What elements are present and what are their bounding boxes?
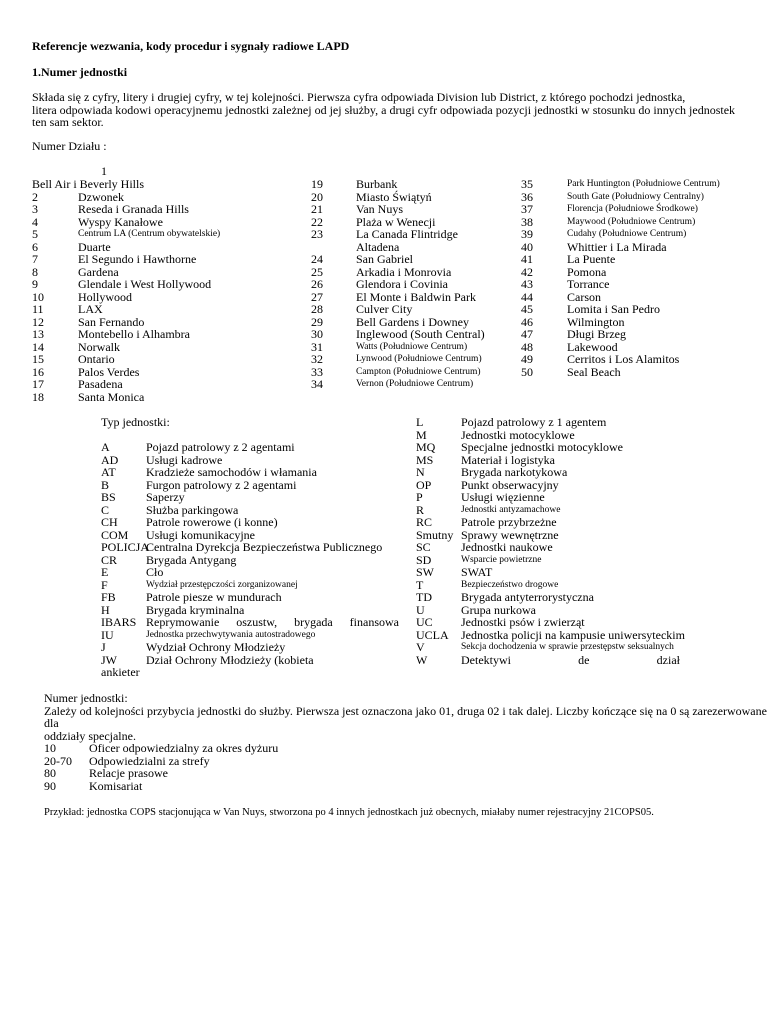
unit-number-section (44, 692, 768, 742)
division-number: 48 (521, 339, 533, 354)
unit-description: Brygada narkotykowa (461, 465, 568, 479)
division-number: 17 (32, 377, 44, 391)
unit-code: CH (101, 515, 118, 529)
unit-code: IU (101, 627, 114, 642)
division-row (311, 178, 511, 191)
division-number: 12 (32, 314, 44, 329)
unit-description: Patrole przybrzeżne (461, 515, 557, 529)
unit-code: C (101, 502, 110, 517)
division-number: 11 (32, 302, 44, 316)
special-number: 10 (44, 741, 56, 755)
division-number: 26 (311, 277, 323, 291)
division-number: 18 (32, 389, 44, 404)
unit-code: N (416, 465, 425, 479)
special-number-row (44, 780, 344, 793)
division-number: 38 (521, 214, 533, 229)
document-title: Referencje wezwania, kody procedur i sygnały radiowe LAPD (32, 39, 350, 53)
division-name: Inglewood (South Central) (356, 327, 485, 341)
unit-description: Punkt obserwacyjny (461, 477, 559, 492)
division-row (32, 203, 302, 216)
division-number: 4 (32, 214, 38, 229)
unit-code: H (101, 602, 110, 617)
division-row (311, 353, 511, 366)
unit-type-row (101, 491, 399, 504)
unit-type-row (416, 566, 680, 579)
division-row (311, 203, 511, 216)
unit-description: Usługi kadrowe (146, 452, 223, 467)
division-row (521, 316, 741, 329)
division-name: Culver City (356, 302, 413, 316)
unit-type-row (101, 566, 399, 579)
division-name: Park Huntington (Południowe Centrum) (567, 179, 720, 189)
division-row (521, 178, 741, 191)
unit-type-row (416, 441, 680, 454)
division-name: Glendale i West Hollywood (78, 277, 212, 291)
division-number: 40 (521, 239, 533, 254)
unit-description: Centralna Dyrekcja Bezpieczeństwa Publicznego (146, 540, 383, 554)
unit-type-row (101, 516, 399, 529)
division-number: 23 (311, 227, 323, 241)
unit-code: P (416, 490, 423, 504)
unit-code: R (416, 502, 425, 517)
division-number: 6 (32, 239, 38, 254)
division-name: Centrum LA (Centrum obywatelskie) (78, 229, 221, 239)
unit-description: Jednostka przechwytywania autostradowego (146, 629, 316, 640)
unit-code: UC (416, 615, 433, 629)
unit-description: Detektywi de dział (461, 652, 680, 667)
unit-type-row (101, 441, 399, 454)
division-number: 28 (311, 302, 323, 316)
division-number: 19 (311, 177, 323, 191)
intro-line: ten sam sektor. (32, 115, 104, 129)
division-name: Bell Air i Beverly Hills (32, 177, 144, 191)
section-heading: 1.Numer jednostki (32, 65, 128, 79)
divisions-column-2 (311, 178, 511, 391)
division-number: 47 (521, 327, 533, 341)
unit-code: L (416, 415, 424, 429)
special-numbers (44, 742, 344, 792)
unit-description: Usługi więzienne (461, 490, 545, 504)
division-row (32, 228, 302, 241)
unit-code: UCLA (416, 627, 449, 642)
division-name: Plaża w Wenecji (356, 214, 436, 229)
unit-types-label: Typ jednostki: (101, 415, 170, 429)
division-number: 22 (311, 214, 323, 229)
unit-code: TD (416, 590, 432, 604)
unit-type-row (416, 641, 680, 654)
division-name: Lakewood (567, 339, 618, 354)
unit-code: AD (101, 452, 119, 467)
unit-code: RC (416, 515, 433, 529)
division-row (311, 191, 511, 204)
unit-description: Jednostka policji na kampusie uniwersyteckim (461, 627, 685, 642)
division-name: Maywood (Południowe Centrum) (567, 216, 696, 227)
division-row (521, 216, 741, 229)
division-name: Torrance (567, 277, 610, 291)
unit-code: COM (101, 527, 129, 542)
unit-code: M (416, 427, 427, 442)
unit-type-row (416, 541, 680, 554)
division-name: Burbank (356, 177, 398, 191)
unit-description: Jednostki naukowe (461, 540, 553, 554)
division-name: San Gabriel (356, 252, 413, 266)
division-row (311, 253, 511, 266)
unit-description: Bezpieczeństwo drogowe (461, 579, 559, 590)
division-name: Pasadena (78, 377, 123, 391)
unit-description: Jednostki antyzamachowe (461, 504, 561, 515)
division-name: Florencja (Południowe Środkowe) (567, 204, 698, 214)
unit-description: Jednostki psów i zwierząt (461, 615, 585, 629)
unit-description: Grupa nurkowa (461, 602, 536, 617)
division-number: 2 (32, 189, 38, 204)
division-name: Wyspy Kanałowe (78, 214, 163, 229)
division-number: 33 (311, 364, 323, 379)
unit-type-row (416, 616, 680, 629)
unit-code: BS (101, 490, 116, 504)
division-number: 46 (521, 314, 533, 329)
unit-type-row (416, 627, 685, 642)
unit-type-row (101, 654, 399, 667)
division-row (32, 291, 302, 304)
division-number: 3 (32, 202, 38, 216)
division-name: Seal Beach (567, 364, 621, 379)
division-number: 42 (521, 264, 533, 279)
division-name: Pomona (567, 264, 607, 279)
division-name: South Gate (Południowy Centralny) (567, 191, 704, 202)
divisions-column-1 (32, 178, 302, 403)
unit-code: FB (101, 590, 116, 604)
unit-type-row (416, 479, 680, 492)
unit-code: A (101, 440, 110, 454)
unit-number-line: oddziały specjalne. (44, 728, 136, 743)
division-name: El Monte i Baldwin Park (356, 289, 476, 304)
unit-code: OP (416, 477, 432, 492)
unit-description: Sprawy wewnętrzne (461, 527, 559, 542)
division-name: Whittier i La Mirada (567, 239, 667, 254)
division-name: Ontario (78, 352, 115, 366)
division-name: La Puente (567, 252, 616, 266)
special-number-desc: Oficer odpowiedzialny za okres dyżuru (89, 741, 279, 755)
division-number: 25 (311, 264, 323, 279)
division-name: Glendora i Covinia (356, 277, 448, 291)
unit-description: Wsparcie powietrzne (461, 554, 542, 565)
division-name: Campton (Południowe Centrum) (356, 366, 481, 377)
division-number: 20 (311, 189, 323, 204)
unit-code: IBARS (101, 615, 137, 629)
unit-code: Smutny (416, 527, 454, 542)
unit-types-right (416, 415, 685, 667)
unit-description: Brygada antyterrorystyczna (461, 590, 594, 604)
unit-type-row (101, 466, 399, 479)
special-number: 80 (44, 766, 56, 780)
division-first-number: 1 (101, 164, 107, 178)
unit-description: Dział Ochrony Młodzieży (kobieta (146, 652, 314, 667)
division-number: 43 (521, 277, 533, 291)
unit-description: Kradzieże samochodów i włamania (146, 465, 317, 479)
division-row (32, 366, 302, 379)
division-number: 29 (311, 314, 323, 329)
division-name: Montebello i Alhambra (78, 327, 190, 341)
division-number: 9 (32, 277, 38, 291)
division-number: 34 (311, 377, 323, 391)
unit-code: SD (416, 552, 432, 567)
unit-description: Wydział Ochrony Młodzieży (146, 640, 286, 654)
unit-code: MS (416, 452, 434, 467)
unit-description: Sekcja dochodzenia w sprawie przestępstw seksualnych (461, 642, 674, 652)
unit-type-row (416, 491, 680, 504)
unit-type-row (416, 416, 680, 429)
division-row (311, 378, 511, 391)
division-row (521, 328, 741, 341)
division-number: 30 (311, 327, 323, 341)
unit-description: Specjalne jednostki motocyklowe (461, 440, 623, 454)
special-number-row (44, 742, 344, 755)
division-row (32, 178, 302, 191)
division-name: El Segundo i Hawthorne (78, 252, 197, 266)
division-name: San Fernando (78, 314, 145, 329)
division-row (521, 241, 741, 254)
division-row (32, 278, 302, 291)
division-number: 37 (521, 202, 533, 216)
example-text: Przykład: jednostka COPS stacjonująca w Van Nuys, stworzona po 4 innych jednostkach już obecnych, miałaby numer rejestracyjny 21COPS05. (44, 807, 654, 818)
division-number: 41 (521, 252, 533, 266)
unit-code: W (416, 652, 428, 667)
division-number: 24 (311, 252, 323, 266)
division-name: Van Nuys (356, 202, 403, 216)
division-name: Cerritos i Los Alamitos (567, 352, 680, 366)
division-number: 31 (311, 339, 323, 354)
special-number-row (44, 767, 344, 780)
division-number: 16 (32, 364, 44, 379)
special-number-desc: Relacje prasowe (89, 766, 168, 780)
unit-type-row (101, 641, 399, 654)
division-row (521, 366, 741, 379)
unit-type-row (416, 654, 680, 667)
special-number: 90 (44, 778, 56, 793)
unit-description: SWAT (461, 565, 493, 579)
unit-description: Patrole rowerowe (i konne) (146, 515, 278, 529)
division-row (311, 341, 511, 354)
unit-description: Reprymowanie oszustw, brygada finansowa (146, 615, 399, 629)
unit-description: Wydział przestępczości zorganizowanej (146, 579, 298, 590)
division-number: 13 (32, 327, 44, 341)
unit-description: Brygada Antygang (146, 552, 237, 567)
intro-line: Składa się z cyfry, litery i drugiej cyfry, w tej kolejności. Pierwsza cyfra odpowiada Division lub District, z którego pochodzi jednostka, (32, 90, 686, 104)
unit-description: Patrole piesze w mundurach (146, 590, 282, 604)
division-name: Gardena (78, 264, 119, 279)
division-row (311, 328, 511, 341)
division-number: 5 (32, 227, 38, 241)
unit-code: V (416, 640, 425, 654)
division-name: Vernon (Południowe Centrum) (356, 379, 474, 389)
division-number: 44 (521, 289, 533, 304)
division-row (32, 378, 302, 391)
division-row (521, 191, 741, 204)
division-row (521, 353, 741, 366)
unit-code: U (416, 602, 425, 617)
unit-description: Materiał i logistyka (461, 452, 555, 467)
division-row (32, 391, 302, 404)
division-number: 32 (311, 352, 323, 366)
unit-code: POLICJA (101, 540, 150, 554)
division-row (32, 328, 302, 341)
division-number: 39 (521, 227, 533, 241)
division-number: 27 (311, 289, 323, 304)
unit-description: Cło (146, 565, 164, 579)
unit-code: SW (416, 565, 434, 579)
unit-type-row (416, 466, 680, 479)
unit-description: Jednostki motocyklowe (461, 427, 575, 442)
unit-type-row (416, 591, 680, 604)
division-name: Norwalk (78, 339, 120, 354)
division-name: Bell Gardens i Downey (356, 314, 469, 329)
division-number: 49 (521, 352, 533, 366)
unit-description: Pojazd patrolowy z 2 agentami (146, 440, 295, 454)
division-name: Palos Verdes (78, 364, 140, 379)
division-name: Hollywood (78, 289, 132, 304)
division-number: 50 (521, 364, 533, 379)
division-row (311, 303, 511, 316)
division-name: Miasto Świątyń (356, 189, 432, 204)
division-name: Lynwood (Południowe Centrum) (356, 354, 482, 364)
division-row (311, 366, 511, 379)
division-row (32, 303, 302, 316)
division-name: Reseda i Granada Hills (78, 202, 189, 216)
divisions-column-3 (521, 178, 741, 378)
special-number: 20-70 (44, 753, 72, 768)
unit-code: CR (101, 552, 118, 567)
division-number: 8 (32, 264, 38, 279)
unit-number-line: Zależy od kolejności przybycia jednostki do służby. Pierwsza jest oznaczona jako 01, druga 02 i tak dalej. Liczby kończące się na 0 są zarezerwowane dla (44, 703, 767, 730)
division-name: Wilmington (567, 314, 625, 329)
unit-description: Saperzy (146, 490, 185, 504)
division-number: 21 (311, 202, 323, 216)
unit-code: F (101, 577, 108, 592)
division-name: Watts (Południowe Centrum) (356, 341, 468, 352)
unit-code: MQ (416, 440, 436, 454)
division-row (521, 203, 741, 216)
division-name: La Canada Flintridge (356, 227, 458, 241)
division-row (521, 278, 741, 291)
division-name: Altadena (356, 239, 400, 254)
unit-code: JW (101, 652, 117, 667)
unit-code: SC (416, 540, 431, 554)
unit-type-row (416, 516, 680, 529)
unit-code: E (101, 565, 109, 579)
unit-type-row (416, 554, 680, 567)
unit-types-left (101, 441, 399, 666)
division-number: 35 (521, 177, 533, 191)
division-name: Duarte (78, 239, 111, 254)
division-name: Cudahy (Południowe Centrum) (567, 229, 687, 239)
division-name: Dzwonek (78, 189, 124, 204)
division-number: 36 (521, 189, 533, 204)
division-name: Arkadia i Monrovia (356, 264, 452, 279)
intro-paragraph (32, 91, 735, 129)
division-row (311, 228, 511, 241)
division-name: Lomita i San Pedro (567, 302, 660, 316)
division-row (32, 253, 302, 266)
unit-code: T (416, 577, 424, 592)
unit-description: Służba parkingowa (146, 502, 239, 517)
unit-type-row (101, 541, 399, 554)
unit-description: Brygada kryminalna (146, 602, 245, 617)
division-name: LAX (78, 302, 103, 316)
division-row (521, 253, 741, 266)
division-row (521, 303, 741, 316)
division-row (32, 341, 302, 354)
unit-code: AT (101, 465, 116, 479)
division-row (32, 353, 302, 366)
unit-type-row (101, 591, 399, 604)
intro-line: litera odpowiada kodowi operacyjnemu jednostki zależnej od jej służby, a drugi cyfr odpowiada pozycji jednostki w stosunku do innych jednostek (32, 102, 736, 117)
division-row (32, 216, 302, 229)
division-name: Santa Monica (78, 389, 145, 404)
unit-type-row (101, 616, 399, 629)
division-number: 14 (32, 339, 44, 354)
division-number: 15 (32, 352, 44, 366)
division-row (311, 278, 511, 291)
unit-number-label: Numer jednostki: (44, 691, 128, 705)
division-name: Carson (567, 289, 601, 304)
unit-code: J (101, 640, 106, 654)
division-row (521, 228, 741, 241)
division-row (521, 266, 741, 279)
division-name: Długi Brzeg (567, 327, 626, 341)
division-number: 10 (32, 289, 44, 304)
unit-types-left-tail: ankieter (101, 665, 140, 679)
unit-description: Usługi komunikacyjne (146, 527, 255, 542)
special-number-desc: Odpowiedzialni za strefy (89, 753, 210, 768)
special-number-desc: Komisariat (89, 778, 143, 793)
unit-description: Furgon patrolowy z 2 agentami (146, 477, 297, 492)
division-number: 45 (521, 302, 533, 316)
division-label: Numer Działu : (32, 139, 107, 153)
division-number: 7 (32, 252, 38, 266)
unit-description: Pojazd patrolowy z 1 agentem (461, 415, 607, 429)
unit-code: B (101, 477, 110, 492)
